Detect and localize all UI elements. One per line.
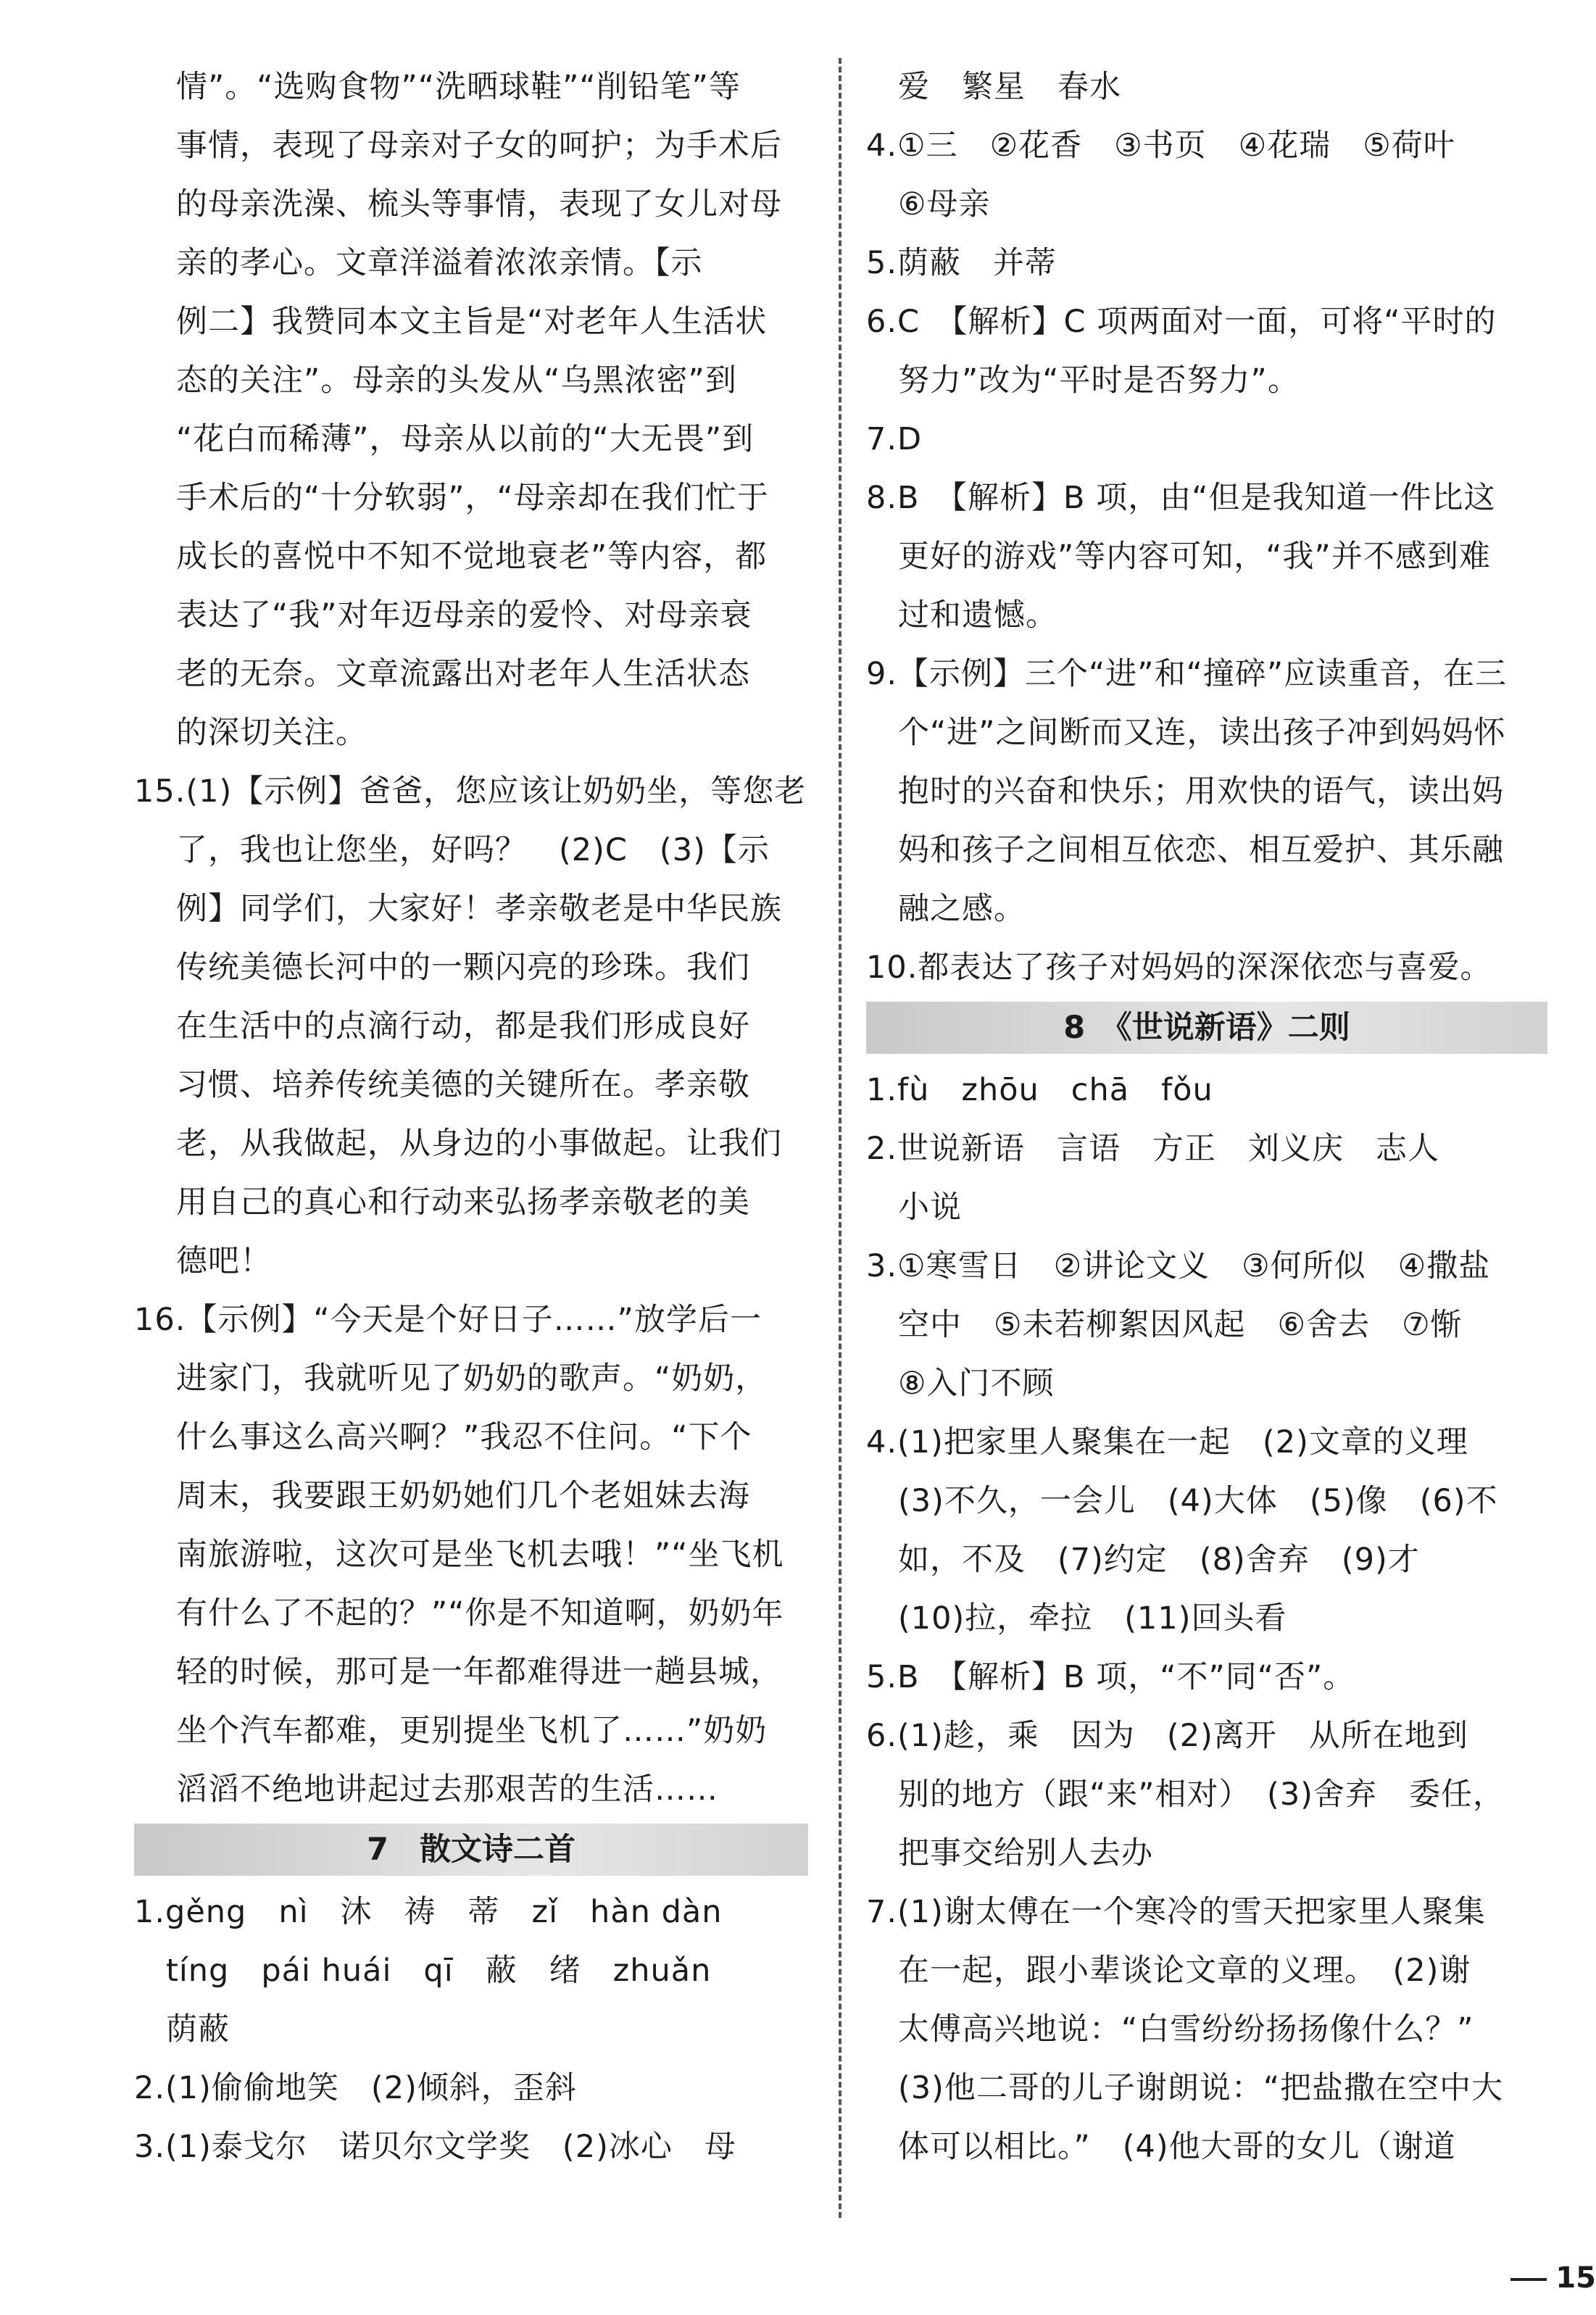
text-line: 用自己的真心和行动来弘扬孝亲敬老的美: [176, 1184, 750, 1221]
text-line: 8.B 【解析】B 项，由“但是我知道一件比这: [866, 480, 1496, 516]
text-line: 周末，我要跟王奶奶她们几个老姐妹去海: [176, 1478, 750, 1514]
text-line: 4.①三 ②花香 ③书页 ④花瑞 ⑤荷叶: [866, 128, 1455, 164]
text-line: (3)他二哥的儿子谢朗说：“把盐撒在空中大: [866, 2070, 1504, 2106]
text-line: 的深切关注。: [176, 715, 367, 751]
text-line: 什么事这么高兴啊？”我忍不住问。“下个: [176, 1419, 752, 1455]
text-line: 滔滔不绝地讲起过去那艰苦的生活……: [176, 1771, 718, 1808]
section-7-answers-continued: [866, 58, 1547, 997]
text-line: 6.C 【解析】C 项两面对一面，可将“平时的: [866, 304, 1497, 340]
text-line: 5.荫蔽 并蒂: [866, 245, 1057, 281]
page-number: 15: [1510, 2261, 1596, 2295]
text-line: 表达了“我”对年迈母亲的爱怜、对母亲衰: [176, 597, 752, 633]
text-line: 传统美德长河中的一颗闪亮的珍珠。我们: [176, 949, 750, 986]
text-line: 成长的喜悦中不知不觉地衰老”等内容，都: [176, 539, 768, 575]
text-line: tíng pái huái qī 蔽 绪 zhuǎn: [134, 1953, 712, 1989]
text-line: 2.(1)偷偷地笑 (2)倾斜，歪斜: [134, 2070, 577, 2106]
text-line: 坐个汽车都难，更别提坐飞机了……”奶奶: [176, 1713, 768, 1749]
text-line: 有什么了不起的？”“你是不知道啊，奶奶年: [176, 1595, 784, 1632]
text-line: 轻的时候，那可是一年都难得进一趟县城，: [176, 1654, 782, 1690]
q16-answer: [134, 1291, 808, 1819]
text-line: 小说: [866, 1189, 962, 1226]
section-7-answers: [134, 1883, 808, 2177]
text-line: 习惯、培养传统美德的关键所在。孝亲敬: [176, 1067, 750, 1103]
text-line: 2.世说新语 言语 方正 刘义庆 志人: [866, 1131, 1440, 1167]
text-line: 太傅高兴地说：“白雪纷纷扬扬像什么？”: [866, 2011, 1474, 2048]
text-line: 个“进”之间断而又连，读出孩子冲到妈妈怀: [866, 715, 1506, 751]
text-line: 3.①寒雪日 ②讲论文义 ③何所似 ④撒盐: [866, 1248, 1491, 1284]
text-line: 过和遗憾。: [866, 597, 1057, 633]
text-line: 的母亲洗澡、梳头等事情，表现了女儿对母: [176, 186, 782, 223]
text-line: 南旅游啦，这次可是坐飞机去哦！”“坐飞机: [176, 1537, 784, 1573]
text-line: 情”。“选购食物”“洗晒球鞋”“削铅笔”等: [176, 69, 741, 105]
text-line: 进家门，我就听见了奶奶的歌声。“奶奶，: [176, 1360, 768, 1397]
right-column: [866, 58, 1547, 2177]
text-line: 融之感。: [866, 891, 1026, 927]
column-divider: [839, 58, 841, 2218]
text-line: 把事交给别人去办: [866, 1835, 1153, 1871]
text-line: 了，我也让您坐，好吗？ (2)C (3)【示: [176, 832, 770, 868]
q15-answer: [134, 762, 808, 1291]
text-line: “花白而稀薄”，母亲从以前的“大无畏”到: [176, 421, 755, 457]
text-line: ⑧入门不顾: [866, 1366, 1055, 1402]
text-line: 事情，表现了母亲对子女的呵护；为手术后: [176, 128, 782, 164]
text-line: 老的无奈。文章流露出对老年人生活状态: [176, 656, 750, 692]
text-line: 妈和孩子之间相互依恋、相互爱护、其乐融: [866, 832, 1504, 868]
text-line: 手术后的“十分软弱”，“母亲却在我们忙于: [176, 480, 769, 516]
text-line: 努力”改为“平时是否努力”。: [866, 362, 1300, 399]
text-line: 1.gěng nì 沐 祷 蒂 zǐ hàn dàn: [134, 1894, 723, 1930]
text-line: (3)不久，一会儿 (4)大体 (5)像 (6)不: [866, 1483, 1498, 1519]
text-line: 例】同学们，大家好！孝亲敬老是中华民族: [176, 891, 782, 927]
text-line: 抱时的兴奋和快乐；用欢快的语气，读出妈: [866, 773, 1504, 810]
left-column: [134, 58, 808, 2177]
text-line: 3.(1)泰戈尔 诺贝尔文学奖 (2)冰心 母: [134, 2129, 736, 2165]
text-line: 空中 ⑤未若柳絮因风起 ⑥舍去 ⑦惭: [866, 1307, 1463, 1343]
text-line: 荫蔽: [134, 2011, 230, 2048]
text-line: 1.fù zhōu chā fǒu: [866, 1072, 1213, 1108]
text-line: 在生活中的点滴行动，都是我们形成良好: [176, 1008, 750, 1044]
text-line: 更好的游戏”等内容可知，“我”并不感到难: [866, 539, 1491, 575]
text-line: 6.(1)趁，乘 因为 (2)离开 从所在地到: [866, 1718, 1468, 1754]
text-line: 在一起，跟小辈谈论文章的义理。 (2)谢: [866, 1953, 1471, 1989]
text-line: 7.D: [866, 421, 923, 457]
text-line: 例二】我赞同本文主旨是“对老年人生活状: [176, 304, 768, 340]
text-line: 5.B 【解析】B 项，“不”同“否”。: [866, 1659, 1355, 1695]
text-line: 德吧！: [176, 1243, 272, 1279]
text-line: 9.【示例】三个“进”和“撞碎”应读重音，在三: [866, 656, 1508, 692]
text-line: 体可以相比。” (4)他大哥的女儿（谢道: [866, 2129, 1456, 2165]
text-line: ⑥母亲: [866, 186, 991, 223]
section-8-answers: [866, 1061, 1547, 2177]
text-line: 亲的孝心。文章洋溢着浓浓亲情。【示: [176, 245, 703, 281]
text-line: 别的地方（跟“来”相对） (3)舍弃 委任，: [866, 1776, 1505, 1813]
text-line: 4.(1)把家里人聚集在一起 (2)文章的义理: [866, 1424, 1468, 1460]
text-line: (10)拉，牵拉 (11)回头看: [866, 1600, 1287, 1637]
text-line: 爱 繁星 春水: [866, 69, 1121, 105]
text-line: 老，从我做起，从身边的小事做起。让我们: [176, 1126, 782, 1162]
section-heading-7: 7 散文诗二首: [134, 1824, 808, 1876]
text-line: 10.都表达了孩子对妈妈的深深依恋与喜爱。: [866, 949, 1492, 986]
text-line: 16.【示例】“今天是个好日子……”放学后一: [134, 1302, 762, 1338]
q14-continuation: [134, 58, 808, 762]
text-line: 如，不及 (7)约定 (8)舍弃 (9)才: [866, 1542, 1420, 1578]
text-line: 7.(1)谢太傅在一个寒冷的雪天把家里人聚集: [866, 1894, 1486, 1930]
section-heading-8: 8 《世说新语》二则: [866, 1002, 1547, 1054]
text-line: 15.(1)【示例】爸爸，您应该让奶奶坐，等您老: [134, 773, 807, 810]
text-line: 态的关注”。母亲的头发从“乌黑浓密”到: [176, 362, 737, 399]
